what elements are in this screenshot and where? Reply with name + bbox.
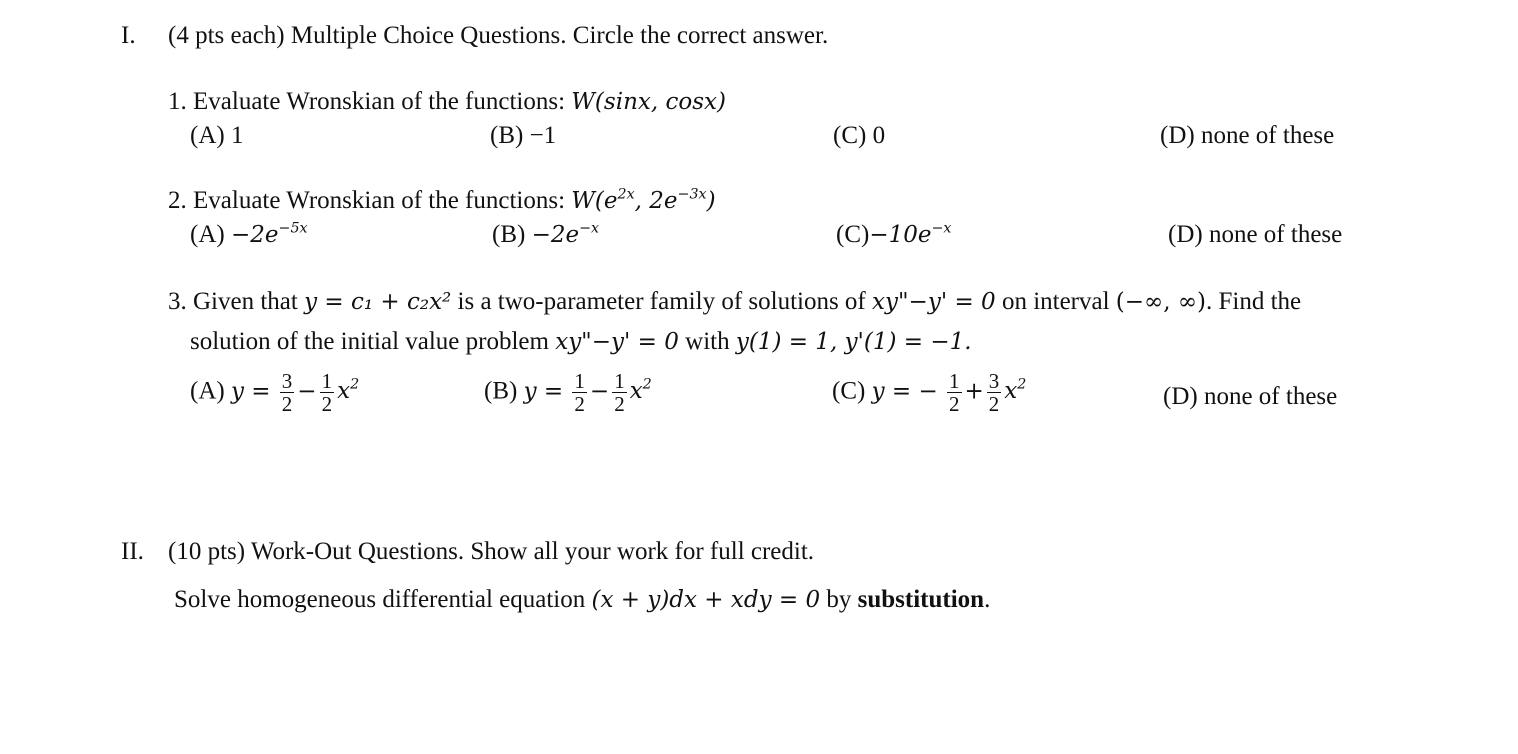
question-2-text: 2. Evaluate Wronskian of the functions: xyxy=(168,187,566,214)
question-1-text: 1. Evaluate Wronskian of the functions: xyxy=(168,88,566,115)
section-2-heading: (10 pts) Work-Out Questions. Show all your work for full credit. xyxy=(168,538,815,565)
question-2-option-a-math: $-2e^{-5x}$ xyxy=(230,220,308,248)
section-2-equation: (x + y)dx + xdy = 0 xyxy=(591,587,821,613)
question-1-prompt xyxy=(168,88,726,117)
section-2-numeral: II. xyxy=(121,538,144,565)
section-2-method: substitution xyxy=(857,586,985,613)
question-3-family: y = c₁ + c₂x² xyxy=(304,289,452,315)
section-1-heading: (4 pts each) Multiple Choice Questions. Circle the correct answer. xyxy=(168,22,829,49)
question-3-option-d[interactable]: (D) none of these xyxy=(1163,383,1338,410)
question-3-line-1: 3. Given that y = c₁ + c₂x² is a two-parameter family of solutions of xy"−y' = 0 on interval (−∞, ∞). Find the xyxy=(168,288,1302,315)
question-1-expression: W(sinx, cosx) xyxy=(571,89,726,115)
question-3-conditions: y(1) = 1, y'(1) = −1. xyxy=(735,329,972,355)
question-2-option-d[interactable]: (D) none of these xyxy=(1168,221,1343,248)
question-3-interval: (−∞, ∞) xyxy=(1115,289,1206,315)
question-2-option-a[interactable]: $(A) -2e^{-5x}$ xyxy=(190,220,308,248)
section-2-instruction: Solve homogeneous differential equation (x + y)dx + xdy = 0 by substitution. xyxy=(174,586,991,613)
question-2-option-b[interactable]: $(B) -2e^{-x}$ xyxy=(492,220,600,248)
question-2-expression: $W(e^{2x}$, $2e^{-3x}$) xyxy=(571,186,716,214)
question-3-option-c[interactable]: (C) y = − $\frac{1}{2}$ + $\frac{3}{2}$ $x^2$ xyxy=(832,369,1027,417)
question-3-ode: xy"−y' = 0 xyxy=(872,289,996,315)
question-3-line-2: solution of the initial value problem xy"−y' = 0 with y(1) = 1, y'(1) = −1. xyxy=(190,328,972,355)
fraction: $\frac{3}{2}$ xyxy=(988,369,1000,417)
fraction: $\frac{1}{2}$ xyxy=(321,369,333,417)
question-2-prompt xyxy=(168,187,716,216)
question-1-option-c[interactable]: (C) 0 xyxy=(833,122,886,149)
fraction: $\frac{1}{2}$ xyxy=(574,369,585,417)
question-3-ode-2: xy"−y' = 0 xyxy=(555,329,679,355)
question-1-option-d[interactable]: (D) none of these xyxy=(1160,122,1335,149)
question-3-option-a[interactable]: (A) y = $\frac{3}{2}$ − $\frac{1}{2}$ $x^2$ xyxy=(190,369,360,417)
fraction: $\frac{3}{2}$ xyxy=(281,369,293,417)
question-1-option-a[interactable]: (A) 1 xyxy=(190,122,244,149)
section-1-numeral: I. xyxy=(121,22,136,49)
fraction: $\frac{1}{2}$ xyxy=(614,369,625,417)
question-2-option-b-math: $-2e^{-x}$ xyxy=(531,220,600,248)
question-2-option-c-math: $-10e^{-x}$ xyxy=(869,220,952,248)
question-1-option-b[interactable]: (B) −1 xyxy=(490,122,557,149)
question-2-option-c[interactable]: $(C)-10e^{-x}$ xyxy=(836,220,952,248)
question-3-option-b[interactable]: (B) y = $\frac{1}{2}$ − $\frac{1}{2}$ $x^2$ xyxy=(484,369,652,417)
fraction: $\frac{1}{2}$ xyxy=(949,369,960,417)
